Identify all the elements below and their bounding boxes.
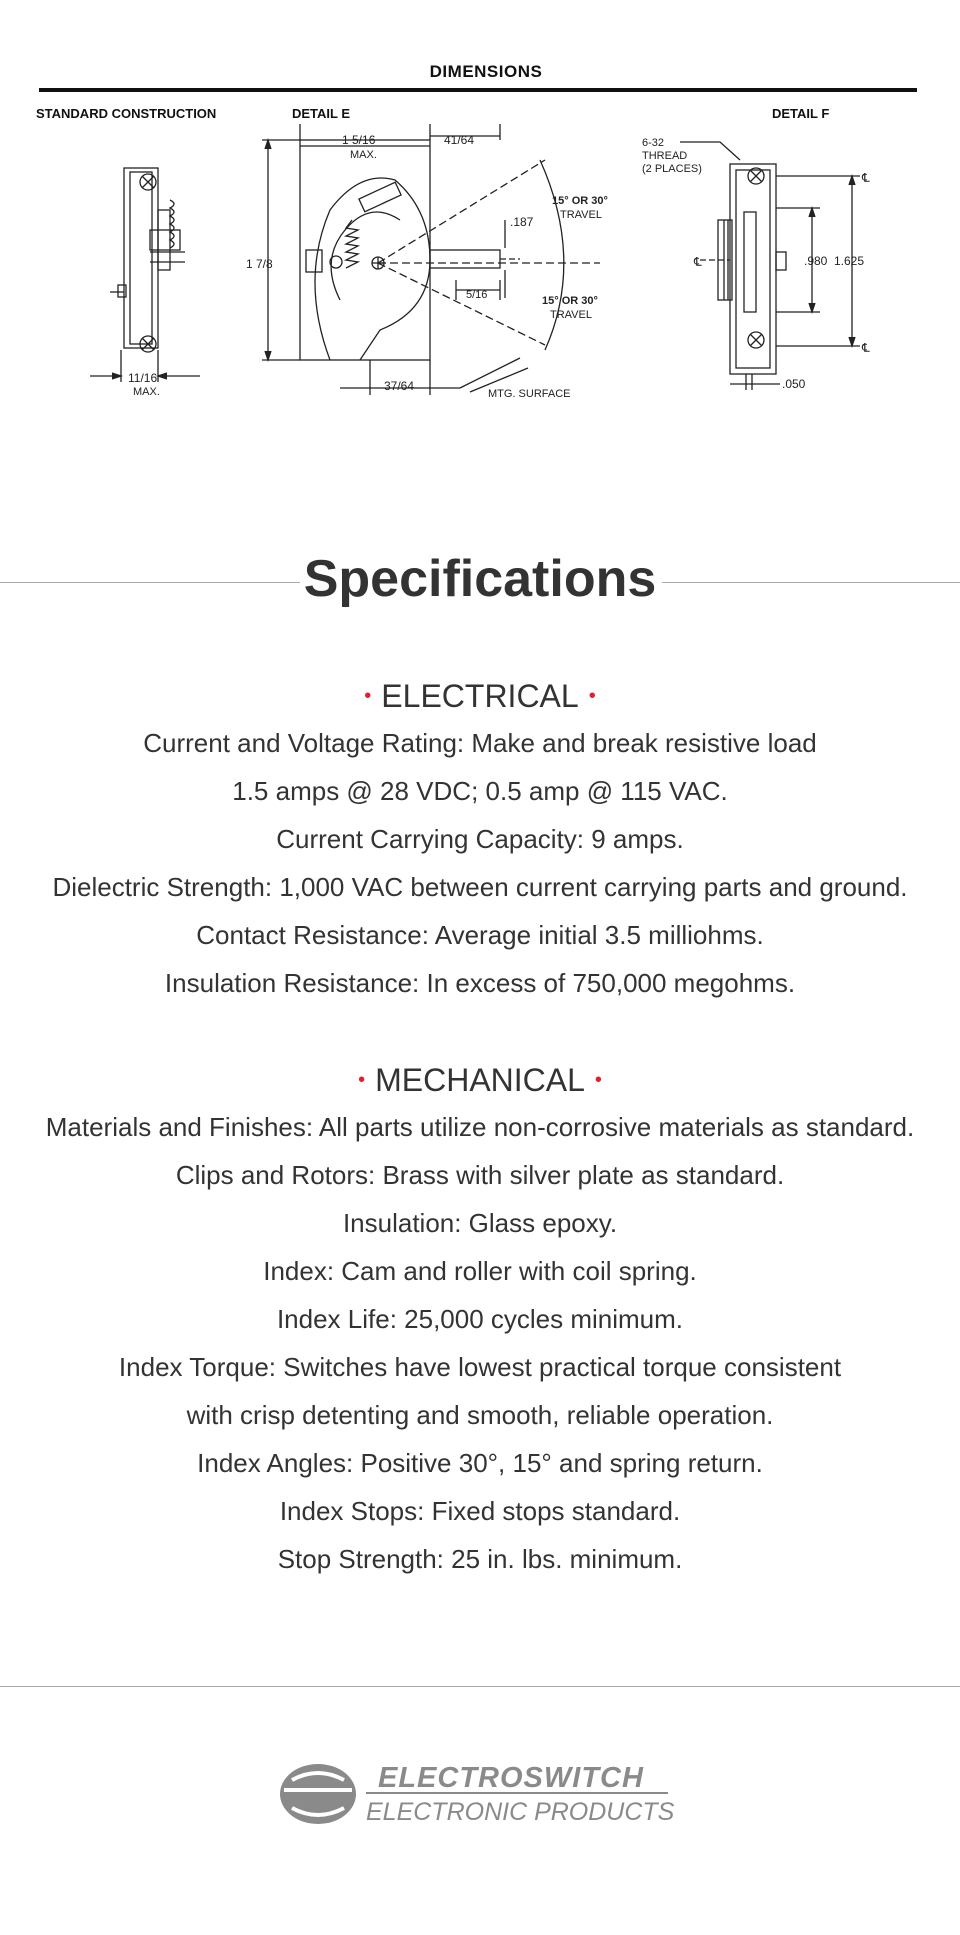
electrical-line: Current and Voltage Rating: Make and break resistive load — [143, 728, 817, 758]
electrical-heading-text: ELECTRICAL — [381, 678, 579, 714]
specifications-title: Specifications — [303, 550, 657, 608]
f-thread-2: THREAD — [642, 150, 688, 162]
mechanical-line: with crisp detenting and smooth, reliable operation. — [186, 1400, 774, 1430]
electrical-line: Dielectric Strength: 1,000 VAC between current carrying parts and ground. — [52, 872, 908, 902]
bullet-dot: • — [364, 684, 372, 707]
f-cl-left: ℄ — [694, 255, 702, 269]
label-detail-f: DETAIL F — [772, 106, 830, 121]
std-width-label: 11/16 — [128, 371, 158, 385]
detail-e-drawing — [262, 124, 600, 395]
e-offset-label: 41/64 — [444, 133, 475, 147]
logo-mark-icon — [278, 1762, 358, 1826]
logo-text-electronic-products: ELECTRONIC PRODUCTS — [366, 1798, 675, 1826]
e-travel-bot-1: 15° OR 30° — [542, 295, 598, 307]
std-max-label: MAX. — [133, 386, 160, 398]
bullet-dot: • — [594, 1068, 602, 1091]
mechanical-line: Stop Strength: 25 in. lbs. minimum. — [277, 1544, 683, 1574]
bullet-dot: • — [588, 684, 596, 707]
e-max-label: MAX. — [350, 149, 377, 161]
dimensions-drawing — [0, 120, 960, 410]
mechanical-heading-text: MECHANICAL — [375, 1062, 585, 1098]
e-height-label: 1 7/8 — [246, 257, 273, 271]
e-mtg-surface-label: MTG. SURFACE — [488, 388, 571, 400]
detail-f-drawing — [680, 142, 860, 390]
mechanical-heading — [0, 1057, 960, 1103]
mechanical-line: Index Angles: Positive 30°, 15° and spring return. — [197, 1448, 763, 1478]
label-detail-e: DETAIL E — [292, 106, 351, 121]
electrical-line: Insulation Resistance: In excess of 750,000 megohms. — [164, 968, 796, 998]
f-thread-1: 6-32 — [642, 137, 665, 149]
mechanical-line: Index Stops: Fixed stops standard. — [279, 1496, 681, 1526]
electrical-line: Contact Resistance: Average initial 3.5 milliohms. — [196, 920, 764, 950]
mechanical-line: Materials and Finishes: All parts utilize non-corrosive materials as standard. — [45, 1112, 915, 1142]
f-inner-label: .980 — [804, 254, 828, 268]
f-bottom-label: .050 — [782, 377, 806, 391]
f-thread-3: (2 PLACES) — [642, 163, 702, 175]
bullet-dot: • — [358, 1068, 366, 1091]
electrical-heading — [0, 673, 960, 719]
electrical-line: Current Carrying Capacity: 9 amps. — [276, 824, 684, 854]
e-travel-top-1: 15° OR 30° — [552, 195, 608, 207]
mechanical-line: Insulation: Glass epoxy. — [342, 1208, 618, 1238]
e-shaft-label: .187 — [510, 215, 534, 229]
dimensions-title: DIMENSIONS — [429, 62, 543, 81]
dimensions-rule — [39, 88, 917, 92]
e-width-label: 1 5/16 — [342, 133, 376, 147]
f-cl-bottom: ℄ — [862, 341, 870, 355]
standard-construction-drawing — [90, 168, 200, 382]
mechanical-line: Index Torque: Switches have lowest practical torque consistent — [118, 1352, 842, 1382]
label-standard-construction: STANDARD CONSTRUCTION — [36, 106, 217, 121]
specifications-heading-row — [0, 545, 960, 619]
mechanical-line: Clips and Rotors: Brass with silver plate as standard. — [175, 1160, 785, 1190]
e-travel-top-2: TRAVEL — [560, 209, 602, 221]
electroswitch-logo[interactable] — [278, 1760, 678, 1830]
e-bottom-label: 37/64 — [384, 379, 415, 393]
logo-text-electroswitch: ELECTROSWITCH — [378, 1762, 644, 1794]
mechanical-section — [0, 1057, 960, 1583]
f-outer-label: 1.625 — [834, 254, 865, 268]
spec-divider-right — [662, 582, 960, 583]
e-travel-bot-2: TRAVEL — [550, 309, 592, 321]
mechanical-line: Index: Cam and roller with coil spring. — [263, 1256, 697, 1286]
footer-divider — [0, 1686, 960, 1687]
electrical-line: 1.5 amps @ 28 VDC; 0.5 amp @ 115 VAC. — [232, 776, 728, 806]
electrical-section — [0, 673, 960, 1007]
mechanical-line: Index Life: 25,000 cycles minimum. — [276, 1304, 684, 1334]
e-shaft-len-label: 5/16 — [466, 289, 488, 301]
f-cl-top: ℄ — [862, 171, 870, 185]
